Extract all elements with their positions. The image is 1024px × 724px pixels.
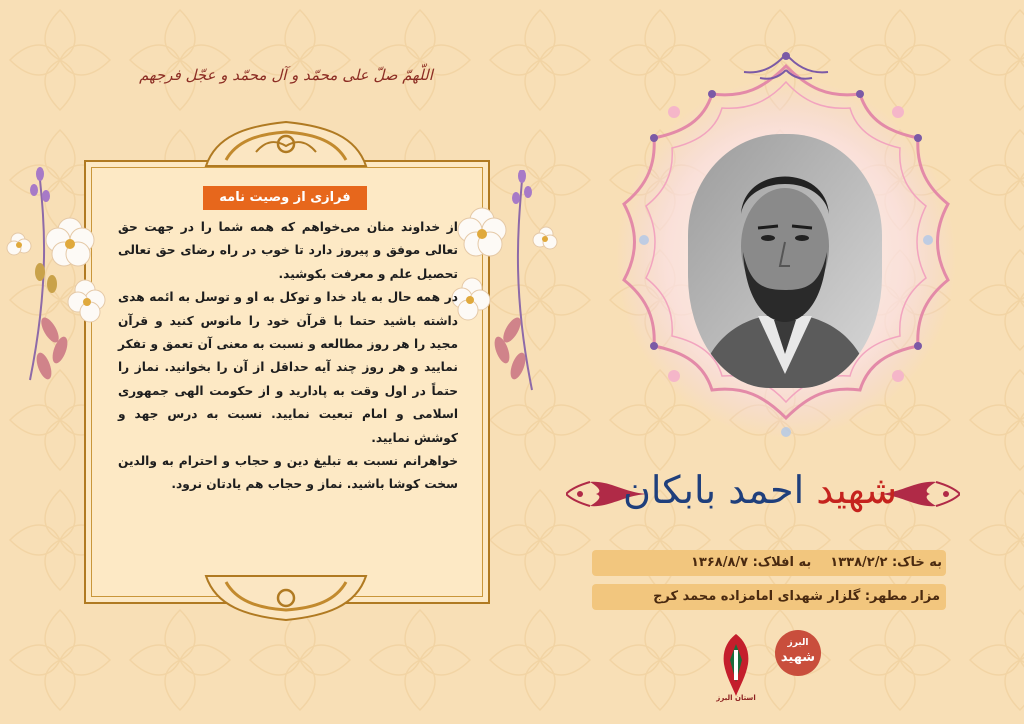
alborz-martyrs-badge [775,630,821,676]
martyr-name-heading [570,452,950,528]
flower-decoration-right [442,170,562,400]
death-label: به افلاک: [752,555,812,570]
dates-bar [592,550,946,576]
calligraphy-banner: اللّهمّ صلّ علی محمّد و آل محمّد و عجّل فرجهم [139,66,433,84]
foundation-caption: استان البرز [716,694,756,702]
will-paragraph: از خداوند منان می‌خواهم که همه شما را در جهت حق تعالی موفق و پیروز دارد تا خوب در راه رضای حق تعالی تحصیل علم و معرفت بکوشید. [118,220,458,281]
top-ornament [196,116,376,170]
badge-line-1: البرز [787,638,809,648]
martyr-name: احمد بابکان [622,468,805,512]
martyr-name-block [570,452,950,542]
will-paragraph: خواهرانم نسبت به تبلیغ دین و حجاب و احترام به والدین سخت کوشا باشید. نماز و حجاب هم یادتان نرود. [118,454,458,492]
bottom-ornament [196,572,376,626]
martyr-title: شهید [816,468,898,512]
martyr-portrait [688,134,882,388]
birth-date: ۱۳۳۸/۲/۲ [830,555,888,570]
flower-decoration-left [0,160,110,400]
birth-label: به خاک: [891,555,942,570]
burial-bar: مزار مطهر: گلزار شهدای امامزاده محمد کرج [592,584,946,610]
will-text [118,216,458,497]
will-paragraph: در همه حال به یاد خدا و توکل به او و توسل به ائمه هدی داشته باشید حتما با قرآن خود را مانوس کنید و قرآن مجید را هر روز مطالعه و نسبت به معنی آن تعمق و تفکر نمایید و هر روز چند آیه حداقل از آن را بخوانید. نماز را حتماً در اول وقت به پادارید و از حکومت الهی جمهوری اسلامی و امام تبعیت نمایید. نسبت به درس جهد و کوشش نمایید. [118,290,458,445]
death-date: ۱۳۶۸/۸/۷ [690,555,749,570]
badge-line-2: شهید [780,650,816,665]
will-section-title: فرازی از وصیت نامه [203,186,367,210]
